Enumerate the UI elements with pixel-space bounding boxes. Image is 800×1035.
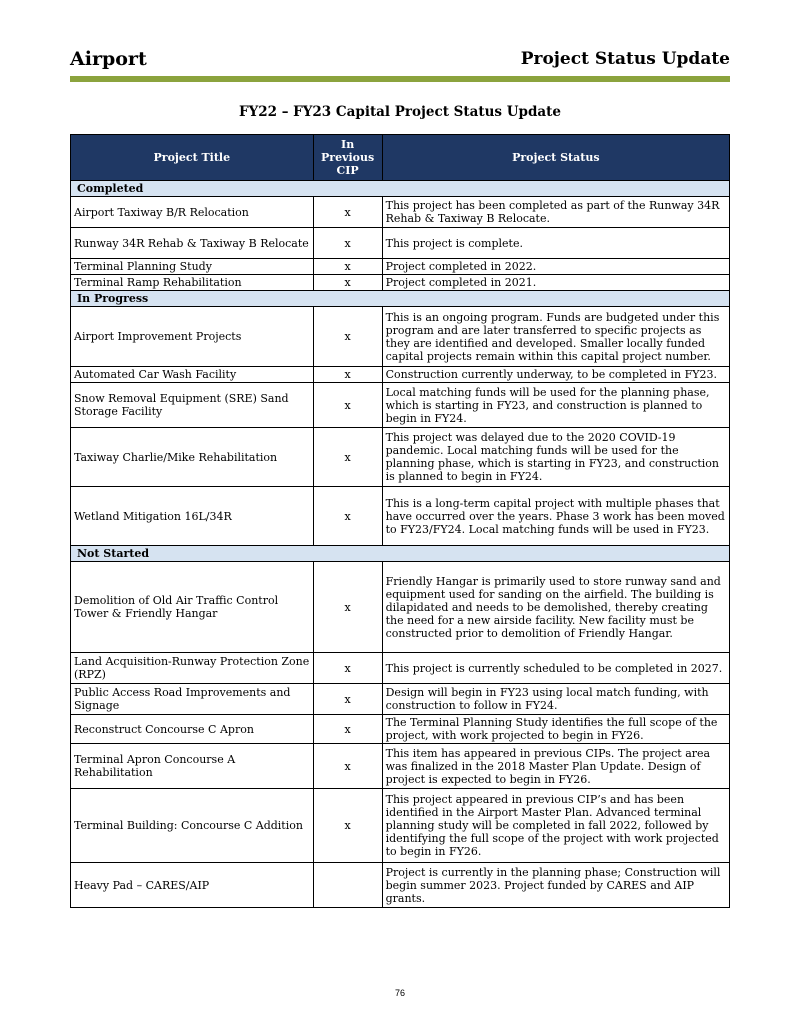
column-header-project-title: Project Title — [71, 135, 314, 181]
project-title-cell: Wetland Mitigation 16L/34R — [71, 487, 314, 546]
table-row — [71, 367, 730, 383]
project-status-cell: This is an ongoing program. Funds are budgeted under this program and are later transferred to specific projects as they are identified and developed. Smaller locally funded capital projects remain within this capital project number. — [382, 307, 729, 367]
in-previous-cip-cell: x — [313, 789, 382, 863]
project-status-cell: This project is currently scheduled to be completed in 2027. — [382, 653, 729, 684]
in-previous-cip-cell: x — [313, 744, 382, 789]
project-status-cell: This project has been completed as part of the Runway 34R Rehab & Taxiway B Relocate. — [382, 197, 729, 228]
column-header-in-previous-cip: In Previous CIP — [313, 135, 382, 181]
in-previous-cip-cell: x — [313, 428, 382, 487]
project-title-cell: Runway 34R Rehab & Taxiway B Relocate — [71, 228, 314, 259]
project-title-cell: Land Acquisition-Runway Protection Zone (RPZ) — [71, 653, 314, 684]
project-status-table — [70, 134, 730, 908]
project-status-cell: Construction currently underway, to be completed in FY23. — [382, 367, 729, 383]
in-previous-cip-cell: x — [313, 367, 382, 383]
section-row — [71, 546, 730, 562]
table-row — [71, 562, 730, 653]
project-title-cell: Terminal Planning Study — [71, 259, 314, 275]
project-status-cell: Project completed in 2022. — [382, 259, 729, 275]
project-status-cell: This item has appeared in previous CIPs. The project area was finalized in the 2018 Master Plan Update. Design of project is expected to begin in FY26. — [382, 744, 729, 789]
project-title-cell: Taxiway Charlie/Mike Rehabilitation — [71, 428, 314, 487]
table-row — [71, 487, 730, 546]
project-title-cell: Reconstruct Concourse C Apron — [71, 715, 314, 744]
section-label: In Progress — [71, 291, 730, 307]
table-header-row — [71, 135, 730, 181]
project-title-cell: Terminal Apron Concourse A Rehabilitation — [71, 744, 314, 789]
table-row — [71, 228, 730, 259]
project-status-cell: This is a long-term capital project with multiple phases that have occurred over the years. Phase 3 work has been moved to FY23/FY24. Local matching funds will be used in FY23. — [382, 487, 729, 546]
section-label: Completed — [71, 181, 730, 197]
project-status-cell: Local matching funds will be used for the planning phase, which is starting in FY23, and construction is planned to begin in FY24. — [382, 383, 729, 428]
in-previous-cip-cell: x — [313, 383, 382, 428]
page-number: 76 — [394, 988, 405, 998]
table-row — [71, 197, 730, 228]
project-status-cell: Friendly Hangar is primarily used to store runway sand and equipment used for sanding on the airfield. The building is dilapidated and needs to be demolished, thereby creating the need for a new airside facility. New facility must be constructed prior to demolition of Friendly Hangar. — [382, 562, 729, 653]
table-row — [71, 789, 730, 863]
header-section-title: Project Status Update — [520, 49, 730, 69]
project-status-cell: Design will begin in FY23 using local match funding, with construction to follow in FY24. — [382, 684, 729, 715]
project-title-cell: Terminal Ramp Rehabilitation — [71, 275, 314, 291]
table-body — [71, 181, 730, 908]
project-status-cell: Project is currently in the planning phase; Construction will begin summer 2023. Project funded by CARES and AIP grants. — [382, 863, 729, 908]
table-row — [71, 715, 730, 744]
in-previous-cip-cell: x — [313, 275, 382, 291]
project-title-cell: Demolition of Old Air Traffic Control Tower & Friendly Hangar — [71, 562, 314, 653]
in-previous-cip-cell: x — [313, 197, 382, 228]
page-title: FY22 – FY23 Capital Project Status Update — [239, 104, 561, 120]
table-row — [71, 744, 730, 789]
project-status-cell: Project completed in 2021. — [382, 275, 729, 291]
project-status-cell: This project was delayed due to the 2020 COVID-19 pandemic. Local matching funds will be used for the planning phase, which is starting in FY23, and construction is planned to begin in FY24. — [382, 428, 729, 487]
project-title-cell: Heavy Pad – CARES/AIP — [71, 863, 314, 908]
table-row — [71, 653, 730, 684]
page-header — [70, 48, 730, 72]
project-status-cell: This project is complete. — [382, 228, 729, 259]
in-previous-cip-cell: x — [313, 653, 382, 684]
project-title-cell: Public Access Road Improvements and Signage — [71, 684, 314, 715]
department-name: Airport — [70, 48, 147, 70]
column-header-project-status: Project Status — [382, 135, 729, 181]
project-title-cell: Snow Removal Equipment (SRE) Sand Storage Facility — [71, 383, 314, 428]
in-previous-cip-cell: x — [313, 307, 382, 367]
project-title-cell: Airport Improvement Projects — [71, 307, 314, 367]
table-row — [71, 383, 730, 428]
section-row — [71, 291, 730, 307]
section-row — [71, 181, 730, 197]
in-previous-cip-cell — [313, 863, 382, 908]
table-row — [71, 259, 730, 275]
in-previous-cip-cell: x — [313, 562, 382, 653]
project-title-cell: Airport Taxiway B/R Relocation — [71, 197, 314, 228]
header-rule — [70, 76, 730, 82]
section-label: Not Started — [71, 546, 730, 562]
table-row — [71, 863, 730, 908]
in-previous-cip-cell: x — [313, 228, 382, 259]
table-row — [71, 684, 730, 715]
table-row — [71, 275, 730, 291]
project-title-cell: Terminal Building: Concourse C Addition — [71, 789, 314, 863]
table-row — [71, 428, 730, 487]
in-previous-cip-cell: x — [313, 259, 382, 275]
in-previous-cip-cell: x — [313, 684, 382, 715]
project-status-cell: This project appeared in previous CIP’s and has been identified in the Airport Master Plan. Advanced terminal planning study will be completed in fall 2022, followed by identifying the full scope of the project with work projected to begin in FY26. — [382, 789, 729, 863]
in-previous-cip-cell: x — [313, 487, 382, 546]
in-previous-cip-cell: x — [313, 715, 382, 744]
table-row — [71, 307, 730, 367]
project-status-cell: The Terminal Planning Study identifies the full scope of the project, with work projected to begin in FY26. — [382, 715, 729, 744]
project-title-cell: Automated Car Wash Facility — [71, 367, 314, 383]
